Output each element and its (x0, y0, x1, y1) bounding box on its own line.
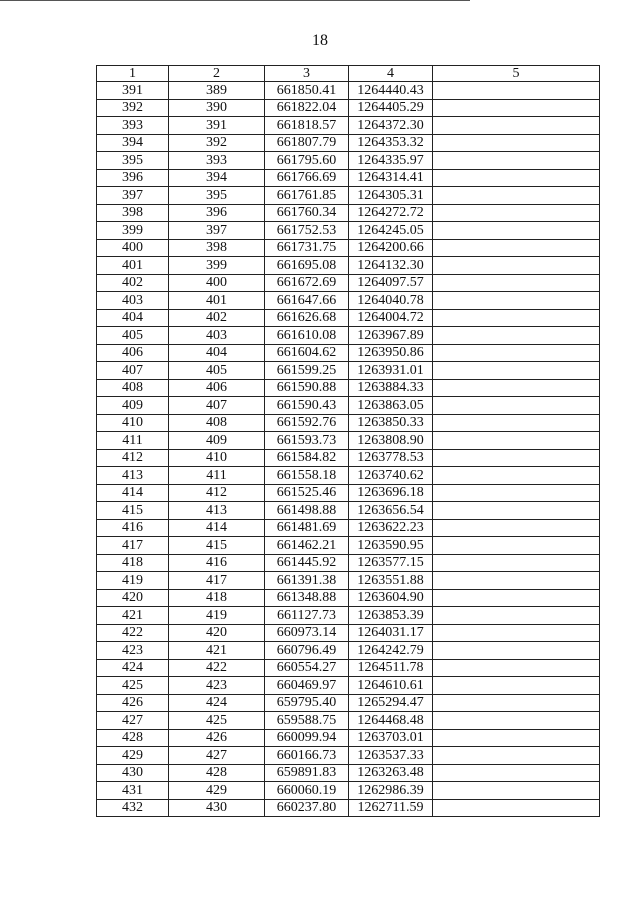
column-header: 5 (433, 66, 600, 82)
table-cell (433, 134, 600, 152)
table-cell: 661760.34 (265, 204, 349, 222)
table-cell: 1264468.48 (349, 712, 433, 730)
table-cell: 659588.75 (265, 712, 349, 730)
table-cell: 1264372.30 (349, 117, 433, 135)
table-cell: 402 (169, 309, 265, 327)
table-row (97, 694, 600, 712)
table-row (97, 502, 600, 520)
table-row (97, 397, 600, 415)
table-cell: 427 (97, 712, 169, 730)
table-row (97, 222, 600, 240)
table-cell: 661818.57 (265, 117, 349, 135)
table-cell: 1264305.31 (349, 187, 433, 205)
table-cell: 661590.88 (265, 379, 349, 397)
table-cell: 661592.76 (265, 414, 349, 432)
table-cell: 398 (169, 239, 265, 257)
table-cell: 1264272.72 (349, 204, 433, 222)
table-cell: 661525.46 (265, 484, 349, 502)
table-cell: 1263703.01 (349, 729, 433, 747)
table-row (97, 572, 600, 590)
table-cell (433, 467, 600, 485)
table-cell: 661626.68 (265, 309, 349, 327)
table-cell: 426 (169, 729, 265, 747)
table-cell: 401 (169, 292, 265, 310)
table-cell (433, 432, 600, 450)
table-cell: 397 (169, 222, 265, 240)
table-cell: 661731.75 (265, 239, 349, 257)
table-cell: 404 (97, 309, 169, 327)
table-cell: 661481.69 (265, 519, 349, 537)
table-row (97, 782, 600, 800)
table-row (97, 117, 600, 135)
table-cell: 392 (97, 99, 169, 117)
table-cell: 409 (169, 432, 265, 450)
table-cell: 425 (97, 677, 169, 695)
table-cell: 661695.08 (265, 257, 349, 275)
table-cell: 660237.80 (265, 799, 349, 817)
table-cell (433, 694, 600, 712)
table-cell: 418 (169, 589, 265, 607)
table-cell: 431 (97, 782, 169, 800)
table-cell: 1264335.97 (349, 152, 433, 170)
table-cell: 1264031.17 (349, 624, 433, 642)
table-cell (433, 747, 600, 765)
table-cell: 1263656.54 (349, 502, 433, 520)
table-cell: 430 (169, 799, 265, 817)
table-cell (433, 799, 600, 817)
table-cell (433, 537, 600, 555)
table-row (97, 519, 600, 537)
table-cell: 661850.41 (265, 82, 349, 100)
table-cell: 400 (169, 274, 265, 292)
table-cell: 660166.73 (265, 747, 349, 765)
table-cell: 1264245.05 (349, 222, 433, 240)
table-cell (433, 344, 600, 362)
table-cell (433, 187, 600, 205)
table-cell: 661584.82 (265, 449, 349, 467)
table-cell (433, 449, 600, 467)
table-row (97, 747, 600, 765)
table-cell: 410 (97, 414, 169, 432)
table-row (97, 134, 600, 152)
table-cell: 393 (169, 152, 265, 170)
table-cell: 1264200.66 (349, 239, 433, 257)
table-cell: 1263808.90 (349, 432, 433, 450)
table-cell: 661822.04 (265, 99, 349, 117)
page-number: 18 (312, 32, 328, 49)
table-row (97, 274, 600, 292)
table-cell (433, 782, 600, 800)
table-cell: 660469.97 (265, 677, 349, 695)
table-cell: 1263863.05 (349, 397, 433, 415)
table-cell (433, 362, 600, 380)
table-cell: 391 (169, 117, 265, 135)
table-cell: 413 (169, 502, 265, 520)
table-cell (433, 117, 600, 135)
table-cell: 1263853.39 (349, 607, 433, 625)
table-cell: 423 (169, 677, 265, 695)
table-cell: 661647.66 (265, 292, 349, 310)
table-cell (433, 572, 600, 590)
table-cell: 420 (97, 589, 169, 607)
table-cell: 661498.88 (265, 502, 349, 520)
table-cell: 424 (169, 694, 265, 712)
column-header: 2 (169, 66, 265, 82)
table-row (97, 99, 600, 117)
table-cell: 1264097.57 (349, 274, 433, 292)
table-cell: 1263551.88 (349, 572, 433, 590)
table-row (97, 712, 600, 730)
table-cell (433, 274, 600, 292)
table-cell: 399 (97, 222, 169, 240)
table-cell: 1264040.78 (349, 292, 433, 310)
table-row (97, 414, 600, 432)
table-cell: 423 (97, 642, 169, 660)
table-cell: 405 (169, 362, 265, 380)
table-row (97, 537, 600, 555)
table-cell: 415 (169, 537, 265, 555)
table-cell: 660060.19 (265, 782, 349, 800)
table-cell (433, 327, 600, 345)
top-edge-line (0, 0, 470, 1)
table-cell: 399 (169, 257, 265, 275)
table-cell: 424 (97, 659, 169, 677)
table-cell: 394 (169, 169, 265, 187)
table-cell (433, 484, 600, 502)
table-cell: 421 (97, 607, 169, 625)
table-cell: 422 (169, 659, 265, 677)
table-row (97, 187, 600, 205)
table-cell: 1263263.48 (349, 764, 433, 782)
table-cell: 1263931.01 (349, 362, 433, 380)
table-cell: 661391.38 (265, 572, 349, 590)
table-cell (433, 624, 600, 642)
table-cell: 415 (97, 502, 169, 520)
table-cell: 405 (97, 327, 169, 345)
table-cell: 659795.40 (265, 694, 349, 712)
table-row (97, 169, 600, 187)
table-cell: 394 (97, 134, 169, 152)
table-cell (433, 677, 600, 695)
table-cell (433, 292, 600, 310)
table-cell (433, 309, 600, 327)
table-row (97, 642, 600, 660)
table-cell: 1264353.32 (349, 134, 433, 152)
table-cell: 432 (97, 799, 169, 817)
table-cell (433, 502, 600, 520)
table-cell: 411 (97, 432, 169, 450)
table-cell: 402 (97, 274, 169, 292)
table-cell: 1262711.59 (349, 799, 433, 817)
table-cell: 1263537.33 (349, 747, 433, 765)
table-row (97, 624, 600, 642)
table-cell: 659891.83 (265, 764, 349, 782)
table-cell: 417 (169, 572, 265, 590)
table-cell (433, 397, 600, 415)
table-cell: 419 (97, 572, 169, 590)
table-cell: 661590.43 (265, 397, 349, 415)
coordinates-table (96, 65, 600, 817)
table-cell: 425 (169, 712, 265, 730)
table-cell: 660099.94 (265, 729, 349, 747)
table-row (97, 554, 600, 572)
column-header: 3 (265, 66, 349, 82)
table-cell: 1263590.95 (349, 537, 433, 555)
table-cell (433, 589, 600, 607)
table-cell: 401 (97, 257, 169, 275)
table-cell: 418 (97, 554, 169, 572)
table-row (97, 379, 600, 397)
table-cell: 661795.60 (265, 152, 349, 170)
table-cell: 391 (97, 82, 169, 100)
table-cell: 404 (169, 344, 265, 362)
table-cell: 403 (169, 327, 265, 345)
table-row (97, 449, 600, 467)
table-cell: 661610.08 (265, 327, 349, 345)
table-cell: 419 (169, 607, 265, 625)
table-row (97, 589, 600, 607)
table-cell: 429 (97, 747, 169, 765)
table-cell: 1264242.79 (349, 642, 433, 660)
table-cell: 409 (97, 397, 169, 415)
table-cell: 660973.14 (265, 624, 349, 642)
table-row (97, 799, 600, 817)
table-cell: 400 (97, 239, 169, 257)
table-cell: 403 (97, 292, 169, 310)
table-cell: 1263696.18 (349, 484, 433, 502)
table-cell: 410 (169, 449, 265, 467)
table-cell (433, 519, 600, 537)
table-row (97, 729, 600, 747)
table-row (97, 484, 600, 502)
table-cell: 660796.49 (265, 642, 349, 660)
table-header-row (97, 66, 600, 82)
table-cell: 1265294.47 (349, 694, 433, 712)
table-cell: 661752.53 (265, 222, 349, 240)
table-cell: 416 (169, 554, 265, 572)
table-cell: 1264610.61 (349, 677, 433, 695)
table-cell: 661807.79 (265, 134, 349, 152)
table-cell: 417 (97, 537, 169, 555)
table-cell: 430 (97, 764, 169, 782)
table-cell: 661558.18 (265, 467, 349, 485)
table-cell (433, 729, 600, 747)
table-cell: 1264132.30 (349, 257, 433, 275)
table-cell (433, 257, 600, 275)
table-row (97, 204, 600, 222)
table-row (97, 344, 600, 362)
table-cell: 1263577.15 (349, 554, 433, 572)
table-row (97, 432, 600, 450)
table-cell: 413 (97, 467, 169, 485)
table-cell: 1263850.33 (349, 414, 433, 432)
table-cell: 661348.88 (265, 589, 349, 607)
table-cell: 1264440.43 (349, 82, 433, 100)
table-row (97, 239, 600, 257)
table-cell: 661593.73 (265, 432, 349, 450)
table-cell: 422 (97, 624, 169, 642)
table-cell: 392 (169, 134, 265, 152)
table-cell: 412 (169, 484, 265, 502)
table-row (97, 362, 600, 380)
table-cell (433, 152, 600, 170)
table-cell: 389 (169, 82, 265, 100)
table-cell: 393 (97, 117, 169, 135)
table-cell: 1264004.72 (349, 309, 433, 327)
table-cell: 411 (169, 467, 265, 485)
table-cell: 1263884.33 (349, 379, 433, 397)
table-cell: 661766.69 (265, 169, 349, 187)
table-cell (433, 82, 600, 100)
table-row (97, 152, 600, 170)
table-cell: 390 (169, 99, 265, 117)
table-cell: 661761.85 (265, 187, 349, 205)
table-cell: 1264314.41 (349, 169, 433, 187)
table-row (97, 309, 600, 327)
table-cell: 412 (97, 449, 169, 467)
table-cell: 414 (169, 519, 265, 537)
table-cell (433, 607, 600, 625)
table-cell: 420 (169, 624, 265, 642)
table-cell: 421 (169, 642, 265, 660)
table-cell: 427 (169, 747, 265, 765)
table-row (97, 257, 600, 275)
table-cell: 1263604.90 (349, 589, 433, 607)
table-cell: 1263778.53 (349, 449, 433, 467)
table-cell (433, 379, 600, 397)
table-cell: 396 (169, 204, 265, 222)
table-cell (433, 169, 600, 187)
table-row (97, 659, 600, 677)
table-row (97, 467, 600, 485)
table-cell (433, 659, 600, 677)
table-cell (433, 414, 600, 432)
table-cell: 395 (97, 152, 169, 170)
column-header: 1 (97, 66, 169, 82)
table-cell: 428 (97, 729, 169, 747)
table-cell: 397 (97, 187, 169, 205)
table-cell: 661604.62 (265, 344, 349, 362)
table-cell: 408 (169, 414, 265, 432)
table-row (97, 82, 600, 100)
table-cell: 429 (169, 782, 265, 800)
table-cell: 395 (169, 187, 265, 205)
table-cell (433, 204, 600, 222)
table-row (97, 607, 600, 625)
table-cell: 661445.92 (265, 554, 349, 572)
table-cell (433, 222, 600, 240)
table-cell: 661599.25 (265, 362, 349, 380)
table-cell (433, 642, 600, 660)
table-cell (433, 554, 600, 572)
table-cell: 406 (97, 344, 169, 362)
table-cell: 1263967.89 (349, 327, 433, 345)
table-cell (433, 239, 600, 257)
table-cell: 414 (97, 484, 169, 502)
table-cell: 407 (169, 397, 265, 415)
table-cell: 1264405.29 (349, 99, 433, 117)
table-cell (433, 764, 600, 782)
table-cell: 396 (97, 169, 169, 187)
table-cell: 661672.69 (265, 274, 349, 292)
table-cell: 1263950.86 (349, 344, 433, 362)
table-cell: 398 (97, 204, 169, 222)
table-cell: 1263740.62 (349, 467, 433, 485)
table-body (97, 82, 600, 817)
table-cell: 428 (169, 764, 265, 782)
table-cell: 407 (97, 362, 169, 380)
table-cell: 661462.21 (265, 537, 349, 555)
table-cell: 408 (97, 379, 169, 397)
table-cell: 660554.27 (265, 659, 349, 677)
table-cell: 426 (97, 694, 169, 712)
table-row (97, 677, 600, 695)
table-cell: 1264511.78 (349, 659, 433, 677)
table-cell: 406 (169, 379, 265, 397)
table-cell (433, 99, 600, 117)
table-cell: 416 (97, 519, 169, 537)
column-header: 4 (349, 66, 433, 82)
table-cell: 1263622.23 (349, 519, 433, 537)
table-cell (433, 712, 600, 730)
table-cell: 661127.73 (265, 607, 349, 625)
table-row (97, 764, 600, 782)
table-row (97, 292, 600, 310)
table-row (97, 327, 600, 345)
table-cell: 1262986.39 (349, 782, 433, 800)
